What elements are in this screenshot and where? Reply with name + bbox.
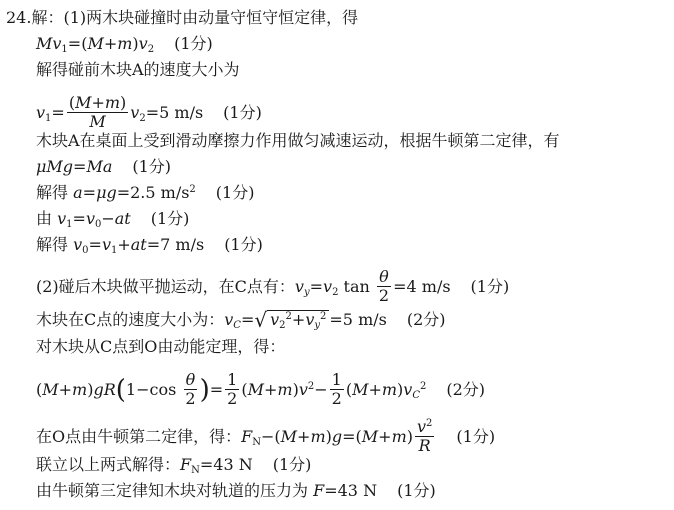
line-5: 木块A在桌面上受到滑动摩擦力作用做匀减速运动，根据牛顿第二定律，有 xyxy=(36,131,560,150)
score: (1分) xyxy=(272,455,312,474)
fraction: $\frac{1}{2}$ xyxy=(331,370,342,408)
line-1 xyxy=(6,8,358,28)
score: (1分) xyxy=(150,209,190,228)
line-16-conclusion: 由牛顿第三定律知木块对轨道的压力为 F=43 N (1分) xyxy=(36,481,436,500)
line-8-kinematics: 由 $v_1=v_0-at$ (1分) xyxy=(36,209,190,230)
line-2-momentum-eq: $Mv_1=(M+m)v_2$ (1分) xyxy=(36,34,213,55)
line-7-acceleration: 解得 a=μg=2.5 $m/s^2$ (1分) xyxy=(36,183,255,202)
score: (2分) xyxy=(446,379,486,399)
score: (1分) xyxy=(223,102,262,122)
fraction: $\frac{(M+m)}{M}$ xyxy=(68,93,127,131)
line-3: 解得碰前木块A的速度大小为 xyxy=(36,60,240,79)
score: (1分) xyxy=(470,276,510,296)
line-9-initial-velocity: 解得 $v_0=v_1+at=7$ m/s (1分) xyxy=(36,235,263,256)
score: (1分) xyxy=(224,235,263,254)
fraction: $\frac{v^2}{R}$ xyxy=(416,417,433,455)
fraction: $\frac{\theta}{2}$ xyxy=(185,370,196,408)
problem-number: 24. xyxy=(6,8,32,27)
score: (1分) xyxy=(397,481,436,500)
score: (1分) xyxy=(456,426,496,446)
line-13-energy-eq: (M+m)gR ( 1−cos $\frac{\theta}{2}$ ) = $\frac{1}{2}$ $(M+m)v^2-$ $\frac{1}{2}$ $(M+m)v_C^2$ (2分) xyxy=(36,370,486,408)
score: (2分) xyxy=(406,310,446,329)
line-12: 对木块从C点到O由动能定理，得： xyxy=(36,337,286,356)
score: (1分) xyxy=(215,183,255,202)
fraction: $\frac{1}{2}$ xyxy=(227,370,238,408)
line-10-projectile: (2)碰后木块做平抛运动，在C点有： $v_y=v_2$ tan $\frac{\theta}{2}$ =4 m/s (1分) xyxy=(36,267,510,305)
line-6-newton-eq: μMg=Ma (1分) xyxy=(36,157,172,176)
score: (1分) xyxy=(132,157,172,176)
line-11-speed-at-c: 木块在C点的速度大小为： $v_C=$ √ $v_2^2+v_y^2$ =5 m/s (2分) xyxy=(36,308,446,332)
line-15-result: 联立以上两式解得： $F_N=43$ N (1分) xyxy=(36,455,312,476)
square-root: √ $v_2^2+v_y^2$ xyxy=(254,310,329,330)
part1-intro: 解：(1)两木块碰撞时由动量守恒守恒定律，得 xyxy=(31,8,359,27)
line-4-velocity-eq: $v_1=$ $\frac{(M+m)}{M}$ $v_2=5$ m/s (1分) xyxy=(36,93,262,131)
score: (1分) xyxy=(174,34,213,53)
fraction: $\frac{\theta}{2}$ xyxy=(378,267,390,305)
line-14-normal-force-eq: 在O点由牛顿第二定律，得： $F_N-(M+m)g=(M+m)$ $\frac{v^2}{R}$ (1分) xyxy=(36,417,496,455)
